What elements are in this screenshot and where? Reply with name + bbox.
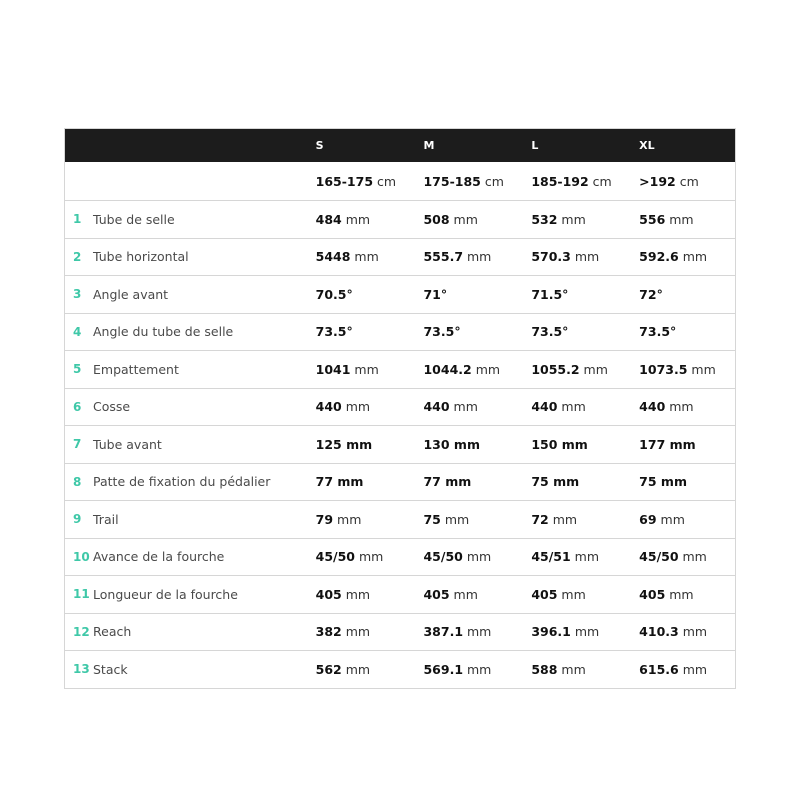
value-s: [316, 512, 424, 527]
value-xl: [639, 362, 735, 377]
cell-unit: mm: [463, 249, 492, 265]
measurement-number: 1: [73, 212, 82, 227]
rider-height-xl: [639, 174, 735, 189]
value-xl: [639, 212, 735, 227]
value-m: [423, 549, 531, 564]
cell-value: 45/51: [531, 549, 571, 565]
cell-value: 77 mm: [315, 474, 364, 490]
cell-unit: cm: [675, 173, 699, 189]
value-l: [531, 662, 639, 677]
value-m: [423, 287, 531, 302]
value-m: [423, 587, 531, 602]
measurement-label: Tube horizontal: [93, 249, 189, 265]
measurement-label-cell: [65, 437, 316, 452]
size-header-row: [65, 129, 735, 162]
cell-unit: mm: [471, 361, 501, 377]
cell-value: 1044.2: [423, 361, 472, 377]
cell-unit: mm: [656, 511, 685, 527]
measurement-row: [65, 388, 735, 426]
value-xl: [639, 474, 735, 489]
cell-value: 615.6: [639, 661, 679, 677]
measurement-label-cell: [65, 587, 316, 602]
measurement-label-cell: [65, 399, 316, 414]
value-xl: [639, 324, 735, 339]
measurement-number: 3: [73, 287, 82, 302]
value-s: [316, 399, 424, 414]
size-header-l: L: [531, 139, 539, 152]
rider-height-l: [531, 174, 639, 189]
cell-unit: mm: [341, 211, 371, 227]
size-header-m: M: [423, 139, 435, 152]
cell-value: 79: [315, 511, 334, 527]
cell-unit: mm: [570, 624, 600, 640]
measurement-label: Angle du tube de selle: [93, 324, 234, 340]
cell-value: 45/50: [315, 549, 355, 565]
cell-value: 440: [639, 399, 666, 415]
measurement-label: Stack: [93, 661, 128, 677]
measurement-label-cell: [65, 212, 316, 227]
cell-value: 45/50: [423, 549, 463, 565]
measurement-label: Longueur de la fourche: [93, 586, 238, 602]
measurement-label-cell: [65, 287, 316, 302]
value-m: [423, 624, 531, 639]
measurement-number: 2: [73, 249, 82, 264]
cell-unit: mm: [463, 661, 492, 677]
measurement-row: [65, 575, 735, 613]
value-l: [531, 437, 639, 452]
measurement-number: 5: [73, 362, 82, 377]
value-s: [316, 249, 424, 264]
cell-value: >192: [639, 173, 676, 189]
value-l: [531, 324, 639, 339]
measurement-number: 12: [73, 624, 90, 639]
value-s: [316, 212, 424, 227]
measurement-label-cell: [65, 362, 316, 377]
cell-unit: mm: [449, 586, 478, 602]
measurement-number: 11: [73, 587, 90, 602]
cell-unit: mm: [463, 624, 492, 640]
measurement-row: [65, 313, 735, 351]
value-xl: [639, 549, 735, 564]
measurement-label: Tube de selle: [93, 211, 175, 227]
cell-value: 592.6: [639, 249, 679, 265]
measurement-row: [65, 275, 735, 313]
value-l: [531, 587, 639, 602]
measurement-row: [65, 538, 735, 576]
cell-value: 556: [639, 211, 666, 227]
cell-unit: mm: [678, 624, 708, 640]
value-l: [531, 399, 639, 414]
rider-height-m: [423, 174, 531, 189]
value-s: [316, 662, 424, 677]
cell-value: 77 mm: [423, 474, 472, 490]
cell-unit: mm: [341, 586, 371, 602]
value-xl: [639, 587, 735, 602]
measurement-row: [65, 350, 735, 388]
cell-unit: mm: [678, 249, 708, 265]
measurement-number: 8: [73, 474, 82, 489]
cell-value: 165-175: [315, 173, 374, 189]
cell-value: 69: [639, 511, 657, 527]
value-l: [531, 474, 639, 489]
cell-value: 508: [423, 211, 450, 227]
cell-value: 562: [315, 661, 342, 677]
value-m: [423, 512, 531, 527]
cell-unit: cm: [588, 173, 612, 189]
size-header-s: S: [315, 139, 324, 152]
cell-value: 405: [639, 586, 666, 602]
value-m: [423, 474, 531, 489]
cell-value: 410.3: [639, 624, 679, 640]
value-xl: [639, 249, 735, 264]
cell-unit: mm: [350, 361, 379, 377]
measurement-label-cell: [65, 624, 316, 639]
cell-unit: mm: [557, 661, 586, 677]
size-header-xl: XL: [639, 139, 655, 152]
cell-value: 72°: [639, 286, 663, 302]
cell-value: 5448: [315, 249, 351, 265]
cell-unit: mm: [440, 511, 470, 527]
value-s: [316, 287, 424, 302]
cell-value: 71.5°: [531, 286, 569, 302]
cell-value: 45/50: [639, 549, 679, 565]
cell-unit: mm: [570, 249, 600, 265]
cell-unit: mm: [687, 361, 716, 377]
cell-unit: mm: [665, 211, 694, 227]
rider-height-row: [65, 162, 735, 200]
measurement-row: [65, 200, 735, 238]
value-m: [423, 249, 531, 264]
cell-unit: mm: [548, 511, 578, 527]
value-xl: [639, 512, 735, 527]
geometry-table: [64, 128, 736, 689]
value-xl: [639, 624, 735, 639]
value-s: [316, 549, 424, 564]
cell-value: 72: [531, 511, 549, 527]
cell-unit: cm: [373, 173, 397, 189]
cell-unit: mm: [557, 211, 586, 227]
measurement-label-cell: [65, 249, 316, 264]
cell-value: 484: [315, 211, 342, 227]
cell-unit: mm: [579, 361, 608, 377]
measurement-row: [65, 613, 735, 651]
measurement-number: 4: [73, 324, 82, 339]
cell-value: 555.7: [423, 249, 464, 265]
value-l: [531, 624, 639, 639]
cell-unit: mm: [341, 661, 371, 677]
value-xl: [639, 287, 735, 302]
value-l: [531, 512, 639, 527]
measurement-label: Empattement: [93, 361, 179, 377]
cell-unit: cm: [480, 173, 504, 189]
value-l: [531, 249, 639, 264]
measurement-label-cell: [65, 474, 316, 489]
value-m: [423, 324, 531, 339]
cell-unit: mm: [341, 399, 371, 415]
value-s: [316, 362, 424, 377]
cell-value: 73.5°: [315, 324, 353, 340]
cell-unit: mm: [333, 511, 362, 527]
cell-value: 396.1: [531, 624, 571, 640]
cell-unit: mm: [462, 549, 492, 565]
cell-value: 387.1: [423, 624, 464, 640]
value-l: [531, 362, 639, 377]
cell-value: 71°: [423, 286, 448, 302]
rider-height-s: [316, 174, 424, 189]
cell-unit: mm: [665, 586, 694, 602]
cell-value: 70.5°: [315, 286, 353, 302]
measurement-number: 13: [73, 662, 90, 677]
measurement-label: Reach: [93, 624, 132, 640]
cell-value: 405: [531, 586, 558, 602]
value-l: [531, 212, 639, 227]
measurement-row: [65, 425, 735, 463]
cell-value: 532: [531, 211, 558, 227]
cell-value: 185-192: [531, 173, 589, 189]
cell-unit: mm: [570, 549, 600, 565]
cell-unit: mm: [678, 549, 707, 565]
value-l: [531, 549, 639, 564]
cell-value: 440: [531, 399, 558, 415]
value-m: [423, 362, 531, 377]
value-s: [316, 624, 424, 639]
cell-value: 1041: [315, 361, 351, 377]
measurement-number: 9: [73, 512, 82, 527]
value-s: [316, 437, 424, 452]
cell-value: 73.5°: [639, 324, 677, 340]
measurement-label: Tube avant: [93, 436, 162, 452]
value-s: [316, 587, 424, 602]
cell-unit: mm: [350, 249, 379, 265]
value-m: [423, 437, 531, 452]
measurement-row: [65, 650, 735, 688]
cell-value: 405: [423, 586, 450, 602]
measurement-label: Cosse: [93, 399, 131, 415]
measurement-row: [65, 500, 735, 538]
cell-value: 570.3: [531, 249, 571, 265]
cell-value: 1073.5: [639, 361, 688, 377]
cell-value: 1055.2: [531, 361, 580, 377]
cell-value: 130 mm: [423, 436, 480, 452]
measurement-label: Angle avant: [93, 286, 169, 302]
cell-value: 175-185: [423, 173, 481, 189]
measurement-label-cell: [65, 324, 316, 339]
cell-value: 75: [423, 511, 441, 527]
value-s: [316, 474, 424, 489]
measurement-label-cell: [65, 662, 316, 677]
value-xl: [639, 662, 735, 677]
cell-value: 75 mm: [639, 474, 687, 490]
cell-value: 440: [423, 399, 450, 415]
cell-value: 588: [531, 661, 558, 677]
value-m: [423, 212, 531, 227]
measurement-label-cell: [65, 512, 316, 527]
cell-value: 73.5°: [531, 324, 569, 340]
value-m: [423, 662, 531, 677]
value-l: [531, 287, 639, 302]
cell-unit: mm: [557, 399, 586, 415]
measurement-row: [65, 463, 735, 501]
cell-value: 382: [315, 624, 342, 640]
measurement-number: 6: [73, 399, 82, 414]
cell-value: 440: [315, 399, 342, 415]
measurement-rows: [65, 200, 735, 688]
measurement-label: Avance de la fourche: [93, 549, 225, 565]
measurement-row: [65, 238, 735, 276]
value-s: [316, 324, 424, 339]
cell-value: 125 mm: [315, 436, 373, 452]
cell-value: 75 mm: [531, 474, 580, 490]
value-xl: [639, 399, 735, 414]
value-m: [423, 399, 531, 414]
measurement-number: 10: [73, 549, 90, 564]
measurement-label: Patte de fixation du pédalier: [93, 474, 271, 490]
measurement-number: 7: [73, 437, 82, 452]
cell-value: 73.5°: [423, 324, 461, 340]
cell-unit: mm: [341, 624, 371, 640]
cell-value: 569.1: [423, 661, 464, 677]
cell-unit: mm: [665, 399, 694, 415]
cell-unit: mm: [557, 586, 586, 602]
measurement-label: Trail: [93, 511, 119, 527]
cell-value: 150 mm: [531, 436, 588, 452]
cell-unit: mm: [449, 399, 478, 415]
cell-value: 405: [315, 586, 342, 602]
cell-value: 177 mm: [639, 436, 696, 452]
cell-unit: mm: [355, 549, 384, 565]
cell-unit: mm: [678, 661, 708, 677]
value-xl: [639, 437, 735, 452]
measurement-label-cell: [65, 549, 316, 564]
cell-unit: mm: [449, 211, 478, 227]
